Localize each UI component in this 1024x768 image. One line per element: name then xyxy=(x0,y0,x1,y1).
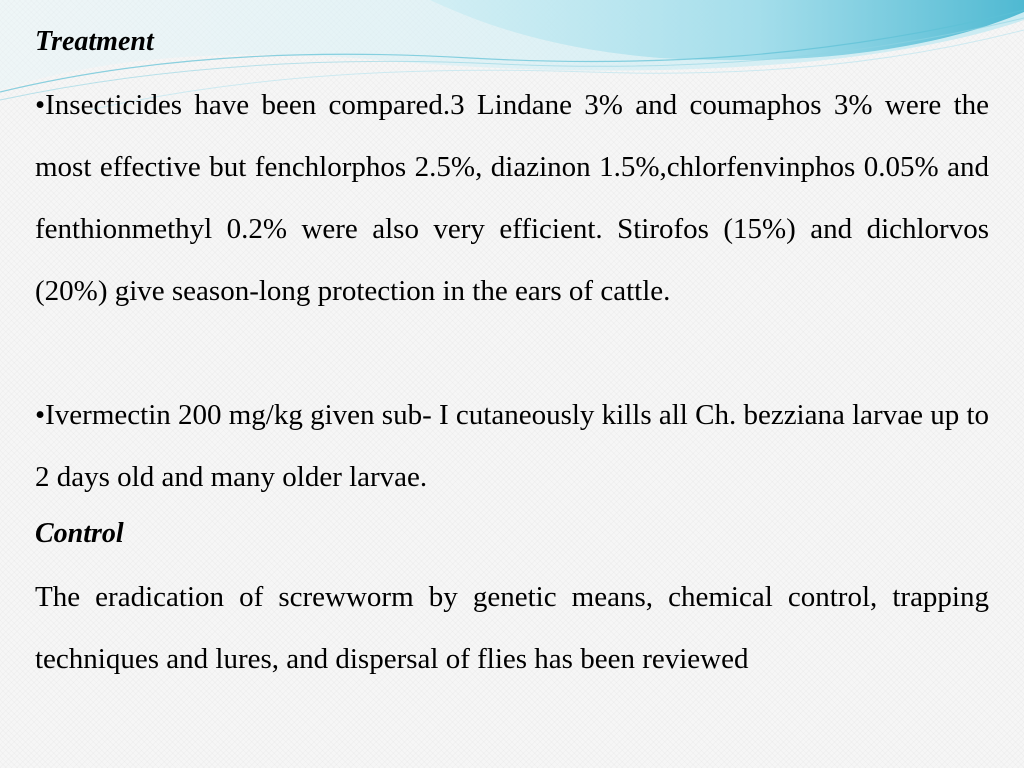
bullet-insecticides: •Insecticides have been compared.3 Lindane 3% and coumaphos 3% were the most effective but fenchlorphos 2.5%, diazinon 1.5%,chlorfenvinphos 0.05% and fenthionmethyl 0.2% were also very efficient. Stirofos (15%) and dichlorvos (20%) give season-long protection in the ears of cattle. xyxy=(35,89,989,307)
treatment-heading: Treatment xyxy=(35,26,154,57)
control-paragraph: The eradication of screwworm by genetic means, chemical control, trapping techniques and lures, and dispersal of flies has been reviewed xyxy=(35,581,989,675)
control-heading: Control xyxy=(35,518,124,549)
bullet-ivermectin: •Ivermectin 200 mg/kg given sub- I cutaneously kills all Ch. bezziana larvae up to 2 days old and many older larvae. xyxy=(35,399,989,493)
